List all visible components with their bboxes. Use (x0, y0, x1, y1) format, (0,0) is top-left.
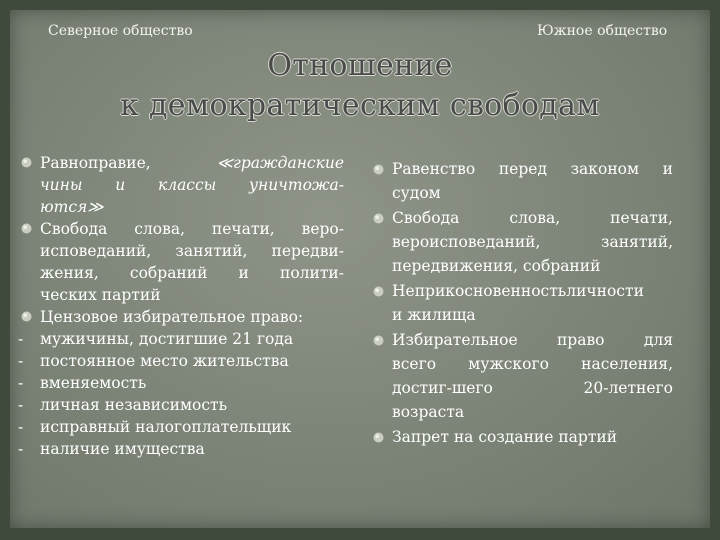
bullet-icon (373, 286, 384, 297)
item-text: исправный налогоплательщик (40, 418, 292, 436)
item-text: Равноправие, (40, 154, 151, 172)
item-text: исповеданий, занятий, передви- (40, 242, 344, 260)
bullet-icon (373, 432, 384, 443)
dash-marker: - (18, 330, 24, 348)
item-text: наличие имущества (40, 440, 205, 458)
item-text: Неприкосновенностьличности (392, 282, 644, 300)
item-text: мужичины, достигшие 21 года (40, 330, 294, 348)
item-text: личная независимость (40, 396, 228, 414)
dash-item (18, 372, 344, 394)
dash-marker: - (18, 440, 24, 458)
list-item (18, 306, 344, 328)
dash-item (18, 350, 344, 372)
list-item (18, 152, 344, 218)
dash-item (18, 394, 344, 416)
list-item (370, 279, 673, 327)
item-text: вменяемость (40, 374, 147, 392)
item-text: всего мужского населения, (392, 355, 673, 373)
item-text: достиг-шего 20-летнего (392, 379, 673, 397)
slide-title-line-1: Отношение (267, 48, 453, 83)
bullet-icon (373, 335, 384, 346)
item-text: Свобода слова, печати, веро- (40, 220, 344, 238)
item-text-italic: ются≫ (40, 198, 104, 216)
item-text: передвижения, собраний (392, 257, 601, 275)
dash-marker: - (18, 418, 24, 436)
item-text: вероисповеданий, занятий, (392, 233, 673, 251)
list-item (370, 157, 673, 205)
dash-item (18, 438, 344, 460)
bullet-icon (373, 164, 384, 175)
list-item (18, 218, 344, 306)
dash-item (18, 416, 344, 438)
south-society-header: Южное общество (537, 23, 668, 39)
slide-title-line-2: к демократическим свободам (120, 88, 600, 123)
dash-marker: - (18, 374, 24, 392)
dash-marker: - (18, 396, 24, 414)
item-text: ческих партий (40, 286, 161, 304)
bullet-icon (21, 223, 32, 234)
list-item (370, 425, 673, 449)
south-society-list (370, 157, 673, 450)
bullet-icon (373, 213, 384, 224)
item-text: судом (392, 184, 441, 202)
item-text: Равенство перед законом и (392, 160, 673, 178)
list-item (370, 328, 673, 424)
bullet-icon (21, 311, 32, 322)
item-text: Запрет на создание партий (392, 428, 618, 446)
item-text: возраста (392, 403, 465, 421)
item-text: Цензовое избирательное право: (40, 308, 304, 326)
item-text-italic: ≪гражданские (216, 154, 344, 172)
north-society-list (18, 152, 344, 460)
bullet-icon (21, 157, 32, 168)
item-text: жения, собраний и полити- (40, 264, 344, 282)
item-text: Избирательное право для (392, 331, 673, 349)
dash-marker: - (18, 352, 24, 370)
item-text: Свобода слова, печати, (392, 209, 673, 227)
item-text: постоянное место жительства (40, 352, 289, 370)
dash-item (18, 328, 344, 350)
item-text: и жилища (392, 306, 476, 324)
item-text-italic: чины и классы уничтожа- (40, 176, 344, 194)
north-society-header: Северное общество (48, 23, 193, 39)
list-item (370, 206, 673, 278)
